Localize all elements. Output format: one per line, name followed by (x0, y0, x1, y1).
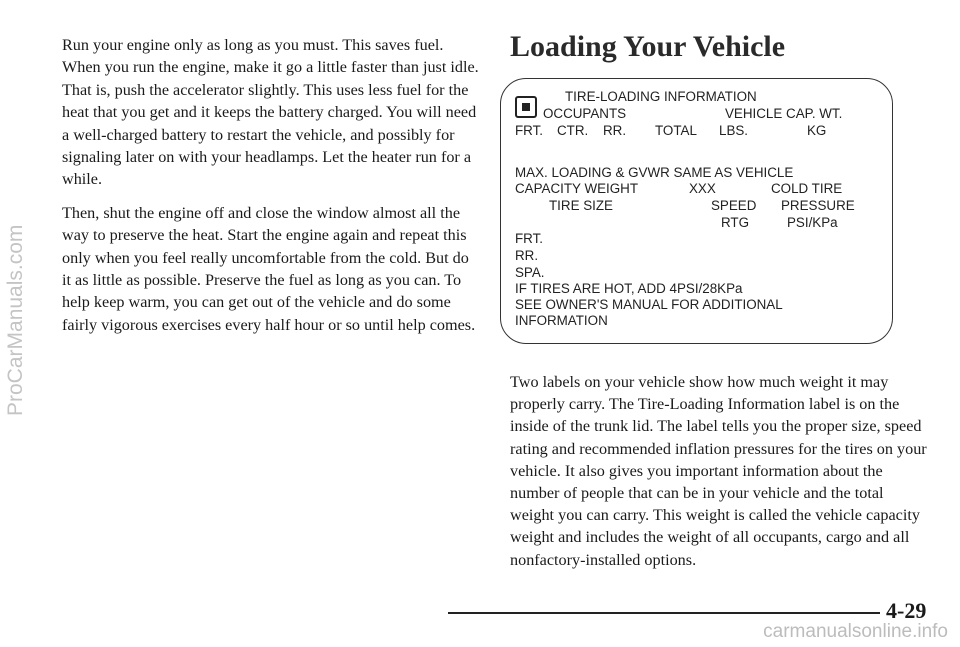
label-information: INFORMATION (515, 313, 608, 328)
label-ctr: CTR. (557, 123, 589, 138)
label-max-loading: MAX. LOADING & GVWR SAME AS VEHICLE (515, 165, 794, 180)
label-total: TOTAL (655, 123, 697, 138)
tire-loading-label (500, 78, 893, 344)
label-tire-size: TIRE SIZE (549, 198, 613, 213)
paragraph-shut-engine: Then, shut the engine off and close the window almost all the way to preserve the heat. Start the engine again and repeat this only when you feel really uncomfortable from the cold. But do it as little as possible. Preserve the fuel as long as you can. To help keep warm, you can get out of the vehicle and do some fairly vigorous exercises every half hour or so until help comes. (62, 203, 476, 334)
paragraph-two-labels: Two labels on your vehicle show how much weight it may properly carry. The Tire-Loading Information label is on the inside of the trunk lid. The label tells you the proper size, speed rating and recommended inflation pressures for the tires on your vehicle. It also gives you important information about the number of people that can be in your vehicle and the total weight you can carry. This weight is called the vehicle capacity weight and includes the weight of all occupants, cargo and all nonfactory-installed options. (510, 373, 927, 569)
gm-logo-icon (515, 96, 537, 118)
label-occupants: OCCUPANTS (543, 106, 627, 121)
bottom-watermark: carmanualsonline.info (763, 621, 948, 642)
label-hot-note: IF TIRES ARE HOT, ADD 4PSI/28KPa (515, 281, 743, 296)
paragraph-engine-run: Run your engine only as long as you must. This saves fuel. When you run the engine, make it go a little faster than just idle. That is, push the accelerator slightly. This uses less fuel for the heat that you get and it keeps the battery charged. You will need a well-charged battery to restart the vehicle, and possibly for signaling later on with your headlamps. Let the heater run for a while. (62, 36, 479, 189)
label-see-manual: SEE OWNER'S MANUAL FOR ADDITIONAL (515, 297, 783, 312)
label-lbs: LBS. (719, 123, 749, 138)
label-kg: KG (807, 123, 827, 138)
label-title: TIRE-LOADING INFORMATION (565, 89, 757, 104)
label-rtg: RTG (721, 215, 750, 230)
label-xxx: XXX (689, 181, 716, 196)
section-heading: Loading Your Vehicle (510, 30, 786, 63)
page-number: 4-29 (886, 598, 927, 623)
label-cold-tire: COLD TIRE (771, 181, 843, 196)
label-capacity-weight: CAPACITY WEIGHT (515, 181, 639, 196)
label-row-frt: FRT. (515, 231, 544, 246)
right-column (510, 371, 930, 571)
footer-rule (448, 612, 880, 614)
label-row-rr: RR. (515, 248, 539, 263)
side-watermark: ProCarManuals.com (4, 224, 27, 416)
left-column (62, 34, 480, 347)
label-pressure: PRESSURE (781, 198, 855, 213)
label-rr: RR. (603, 123, 627, 138)
label-psi-kpa: PSI/KPa (787, 215, 838, 230)
label-frt: FRT. (515, 123, 544, 138)
label-speed: SPEED (711, 198, 757, 213)
label-vehicle-cap: VEHICLE CAP. WT. (725, 106, 843, 121)
label-row-spa: SPA. (515, 265, 545, 280)
